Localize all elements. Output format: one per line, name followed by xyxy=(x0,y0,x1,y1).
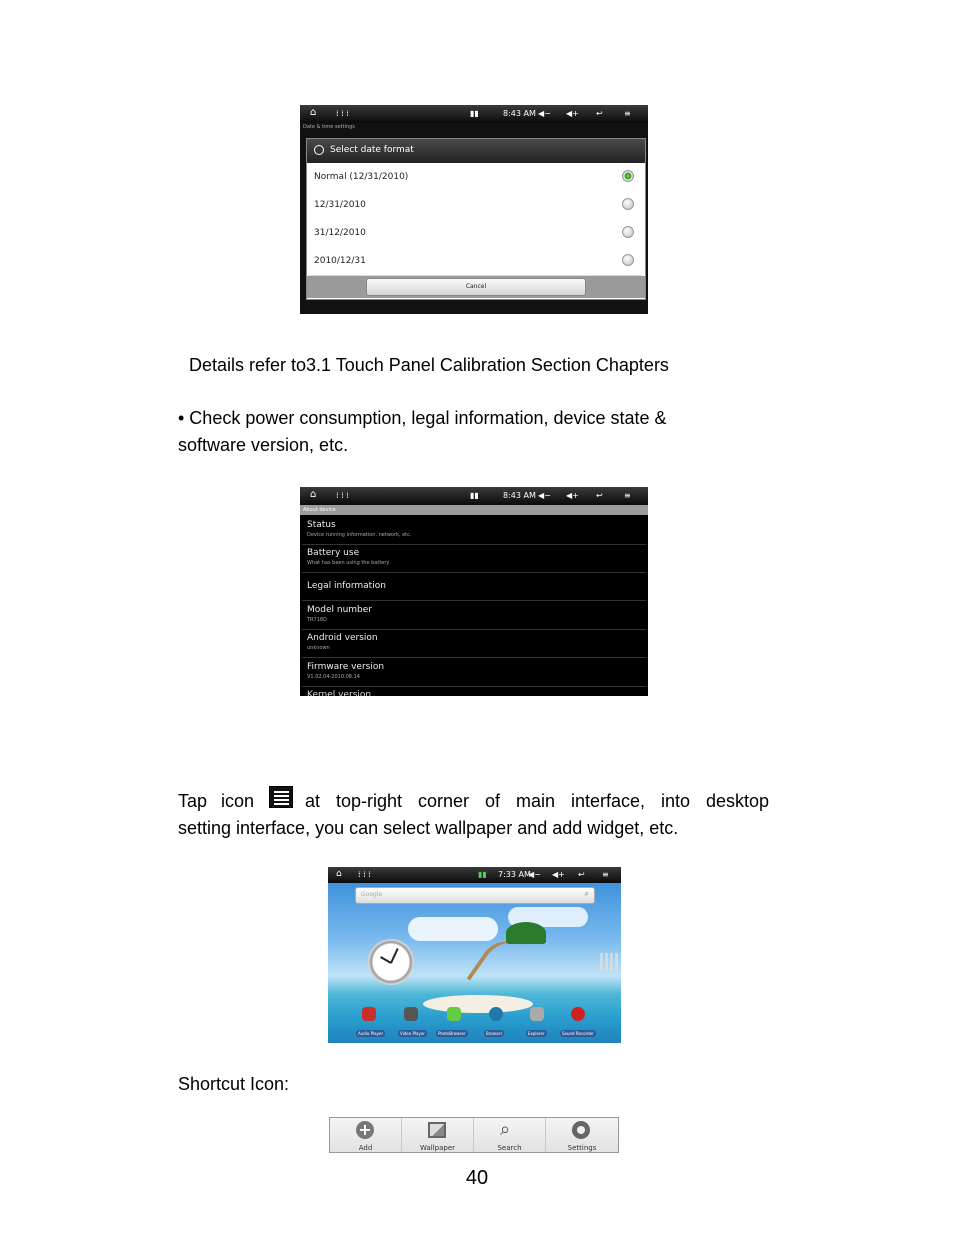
status-time: 8:43 AM xyxy=(503,491,536,500)
radio-icon[interactable] xyxy=(622,226,634,238)
menu-icon xyxy=(269,786,293,808)
search-icon: ⌕ xyxy=(500,1119,511,1140)
dock-icon[interactable] xyxy=(447,1007,461,1021)
home-icon: ⌂ xyxy=(310,489,317,500)
about-row-android: Android version unknown xyxy=(302,629,646,658)
check-power-line2: software version, etc. xyxy=(178,435,349,455)
search-icon[interactable]: ⌕ xyxy=(584,889,589,898)
dock-icon[interactable] xyxy=(404,1007,418,1021)
back-icon: ↩ xyxy=(596,109,603,118)
signal-icons: ▮▮ xyxy=(470,109,479,118)
check-power-line1: • Check power consumption, legal information, device state & xyxy=(178,408,667,428)
dock-label: Sound Recorder xyxy=(562,1031,594,1036)
about-row-firmware: Firmware version V1.02.04-2010.08.14 xyxy=(302,658,646,687)
date-option-normal[interactable]: Normal (12/31/2010) xyxy=(308,163,642,192)
volume-down-icon: ◀− xyxy=(538,491,551,500)
tap-line1-rest: at top-right corner of main interface, into desktop xyxy=(305,791,769,811)
shortcut-settings[interactable]: Settings xyxy=(546,1118,618,1153)
dock-icon[interactable] xyxy=(362,1007,376,1021)
menu-icon: ≡ xyxy=(602,870,609,879)
wallpaper-icon xyxy=(428,1122,446,1138)
signal-icons: ▮▮ xyxy=(470,491,479,500)
cancel-button[interactable]: Cancel xyxy=(366,278,586,296)
date-option-mdy[interactable]: 12/31/2010 xyxy=(308,191,642,220)
menu-icon: ≡ xyxy=(624,109,631,118)
dock-icon[interactable] xyxy=(530,1007,544,1021)
shortcut-strip xyxy=(329,1117,619,1153)
volume-up-icon: ◀+ xyxy=(552,870,565,879)
palm-leaves xyxy=(506,922,546,944)
about-row-status[interactable]: Status Device running information, network, etc. xyxy=(302,516,646,545)
status-time: 7:33 AM xyxy=(498,870,531,879)
home-screen-screenshot xyxy=(328,867,621,1043)
tap-line2: setting interface, you can select wallpaper and add widget, etc. xyxy=(178,818,679,838)
status-time: 8:43 AM xyxy=(503,109,536,118)
about-header: About device xyxy=(300,505,648,515)
home-icon: ⌂ xyxy=(310,107,317,118)
notification-icons: ⁞ ⁞ ⁞ xyxy=(358,870,371,879)
add-icon: + xyxy=(356,1121,374,1139)
about-row-kernel-cut: Kernel version xyxy=(307,690,372,696)
shortcut-wallpaper[interactable]: Wallpaper xyxy=(402,1118,474,1153)
about-device-screenshot xyxy=(300,487,648,696)
settings-header: Date & time settings xyxy=(303,124,355,130)
radio-selected-icon[interactable] xyxy=(622,170,634,182)
about-row-model: Model number TR718D xyxy=(302,601,646,630)
dock-label: Audio Player xyxy=(358,1031,384,1036)
notification-icons: ⁞ ⁞ ⁞ xyxy=(336,109,349,118)
battery-icon: ▮▮ xyxy=(478,870,487,879)
radio-icon[interactable] xyxy=(622,198,634,210)
status-bar xyxy=(328,867,621,883)
shortcut-search[interactable]: ⌕ Search xyxy=(474,1118,546,1153)
back-icon: ↩ xyxy=(578,870,585,879)
app-drawer-icon[interactable] xyxy=(600,953,618,971)
google-search-bar[interactable] xyxy=(355,887,595,904)
volume-up-icon: ◀+ xyxy=(566,109,579,118)
volume-down-icon: ◀− xyxy=(538,109,551,118)
menu-icon: ≡ xyxy=(624,491,631,500)
gear-icon xyxy=(572,1121,590,1139)
details-paragraph: Details refer to3.1 Touch Panel Calibration Section Chapters xyxy=(189,355,669,375)
clock-icon xyxy=(314,145,324,155)
date-option-ymd[interactable]: 2010/12/31 xyxy=(308,247,642,276)
notification-icons: ⁞ ⁞ ⁞ xyxy=(336,491,349,500)
sand-island xyxy=(423,995,533,1013)
dock-icon[interactable] xyxy=(571,1007,585,1021)
shortcut-heading: Shortcut Icon: xyxy=(178,1074,290,1094)
analog-clock-widget[interactable] xyxy=(368,939,414,985)
dialog-title: Select date format xyxy=(330,145,414,155)
back-icon: ↩ xyxy=(596,491,603,500)
dialog-title-bar xyxy=(307,139,645,163)
cloud-shape xyxy=(408,917,498,941)
radio-icon[interactable] xyxy=(622,254,634,266)
home-icon: ⌂ xyxy=(336,869,342,879)
date-format-screenshot xyxy=(300,105,648,314)
status-bar xyxy=(300,105,648,123)
page-number: 40 xyxy=(465,1167,489,1189)
icon-word: icon xyxy=(221,791,255,811)
dock-label: Explorer xyxy=(528,1031,545,1036)
date-option-dmy[interactable]: 31/12/2010 xyxy=(308,219,642,248)
about-row-battery[interactable]: Battery use What has been using the battery xyxy=(302,544,646,573)
dock-label: PhotoBrowser xyxy=(438,1031,466,1036)
dock-label: Browser xyxy=(486,1031,503,1036)
volume-down-icon: ◀− xyxy=(528,870,541,879)
status-bar xyxy=(300,487,648,505)
tap-word: Tap xyxy=(178,791,208,811)
dock-label: Video Player xyxy=(400,1031,425,1036)
search-placeholder: Google xyxy=(361,891,383,898)
dock-icon[interactable] xyxy=(489,1007,503,1021)
shortcut-add[interactable]: + Add xyxy=(330,1118,402,1153)
volume-up-icon: ◀+ xyxy=(566,491,579,500)
about-row-legal[interactable]: Legal information xyxy=(302,572,646,601)
